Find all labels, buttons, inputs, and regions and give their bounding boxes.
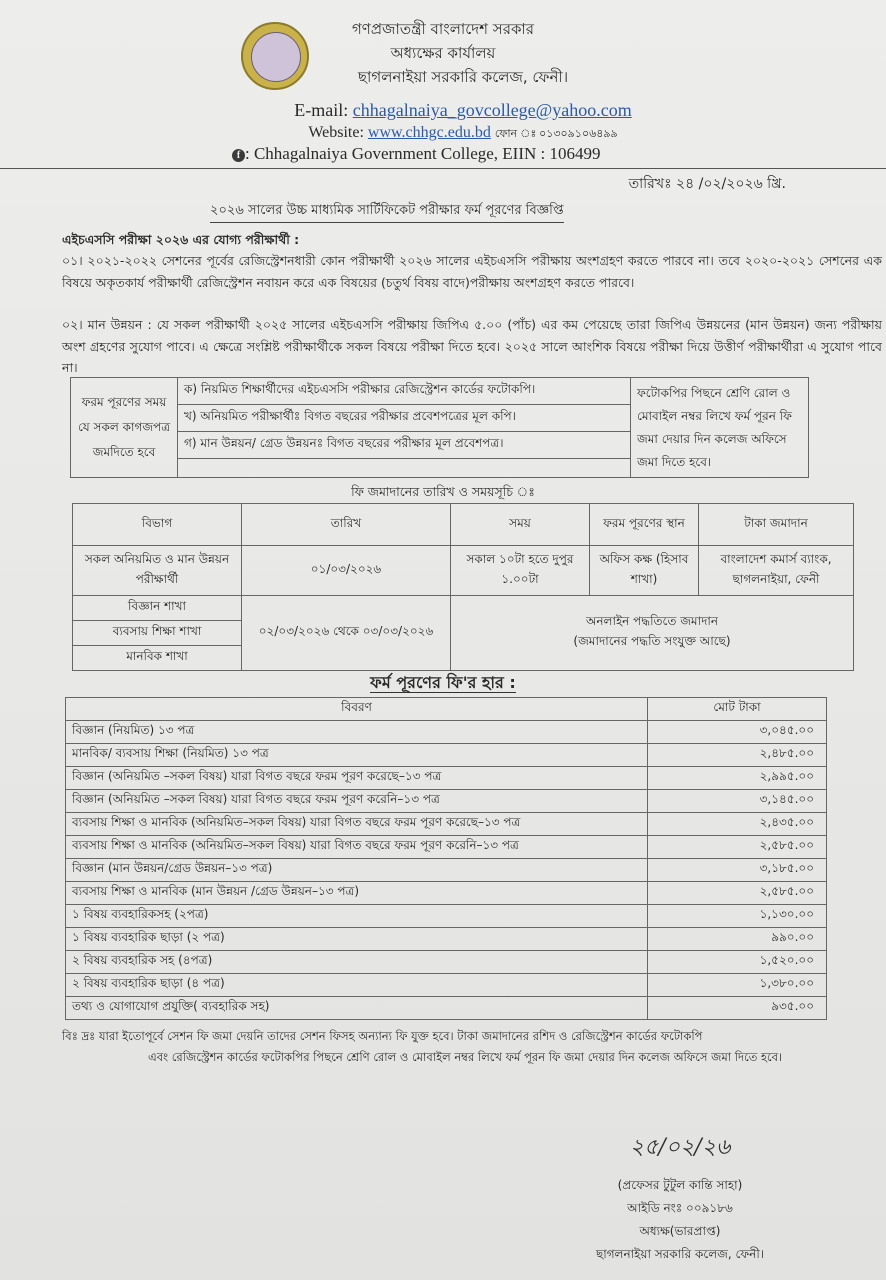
- schedule-col-header: ফরম পূরণের স্থান: [590, 504, 699, 546]
- signatory-college: ছাগলনাইয়া সরকারি কলেজ, ফেনী।: [595, 1247, 765, 1261]
- schedule-place: অফিস কক্ষ (হিসাব শাখা): [590, 546, 699, 596]
- schedule-col-header: তারিখ: [242, 504, 451, 546]
- fee-description: বিজ্ঞান (অনিয়মিত –সকল বিষয়) যারা বিগত বছরে ফরম পূরণ করেনি–১৩ পত্র: [66, 790, 648, 813]
- website-label: Website:: [308, 124, 364, 141]
- fee-row: [66, 744, 827, 767]
- fee-amount: ১,৫২০.০০: [648, 951, 827, 974]
- fee-amount: ৩,১৮৫.০০: [648, 859, 827, 882]
- fee-amount: ১,১৩০.০০: [648, 905, 827, 928]
- schedule-date: ০১/০৩/২০২৬: [242, 546, 451, 596]
- phone-number: ফোন ঃ ০১৩০৯১০৬৪৯৯: [494, 128, 618, 140]
- header-email-line: [0, 100, 886, 121]
- footnote-line-2: এবং রেজিস্ট্রেশন কার্ডের ফটোকপির পিছনে শ্রেণি রোল ও মোবাইল নম্বর লিখে ফর্ম পূরন ফি জমা দেয়ার দিন কলেজ অফিসে জমা দিতে হবে।: [148, 1050, 783, 1064]
- fee-amount: ২,৯৯৫.০০: [648, 767, 827, 790]
- document-spacer: [178, 459, 631, 478]
- document-item: খ) অনিয়মিত পরীক্ষার্থীঃ বিগত বছরের পরীক্ষার প্রবেশপত্রের মূল কপি।: [178, 405, 631, 432]
- fee-amount: ২,৫৮৫.০০: [648, 836, 827, 859]
- fee-amount: ৩,০৪৫.০০: [648, 721, 827, 744]
- eligibility-heading: এইচএসসি পরীক্ষা ২০২৬ এর যোগ্য পরীক্ষার্থী :: [62, 232, 300, 247]
- fee-description: মানবিক/ ব্যবসায় শিক্ষা (নিয়মিত) ১৩ পত্র: [66, 744, 648, 767]
- fee-heading-text: ফর্ম পূরণের ফি'র হার :: [370, 673, 516, 692]
- schedule-method: অনলাইন পদ্ধতিতে জমাদান: [585, 614, 719, 628]
- fee-description: ব্যবসায় শিক্ষা ও মানবিক (অনিয়মিত–সকল বিষয়) যারা বিগত বছরে ফরম পূরণ করেনি–১৩ পত্র: [66, 836, 648, 859]
- header-website-line: [0, 124, 886, 144]
- schedule-time: সকাল ১০টা হতে দুপুর ১.০০টা: [451, 546, 590, 596]
- fee-description: বিজ্ঞান (অনিয়মিত –সকল বিষয়) যারা বিগত বছরে ফরম পূরণ করেছে–১৩ পত্র: [66, 767, 648, 790]
- documents-note: ফটোকপির পিছনে শ্রেণি রোল ও মোবাইল নম্বর লিখে ফর্ম পূরন ফি জমা দেয়ার দিন কলেজ অফিসে জমা দিতে হবে।: [631, 378, 809, 478]
- fee-row: [66, 859, 827, 882]
- schedule-date: ০২/০৩/২০২৬ থেকে ০৩/০৩/২০২৬: [242, 596, 451, 671]
- fee-description: বিজ্ঞান (মান উন্নয়ন/গ্রেড উন্নয়ন–১৩ পত্র): [66, 859, 648, 882]
- schedule-group: মানবিক শাখা: [73, 646, 242, 671]
- schedule-col-header: বিভাগ: [73, 504, 242, 546]
- fee-heading: [0, 670, 886, 697]
- fee-row: [66, 836, 827, 859]
- fee-amount: ৯৩৫.০০: [648, 997, 827, 1020]
- fee-amount: ২,৪৮৫.০০: [648, 744, 827, 767]
- fee-row: [66, 997, 827, 1020]
- fee-description: ১ বিষয় ব্যবহারিক ছাড়া (২ পত্র): [66, 928, 648, 951]
- fee-row: [66, 767, 827, 790]
- website-link[interactable]: www.chhgc.edu.bd: [367, 124, 491, 141]
- document-item: গ) মান উন্নয়ন/ গ্রেড উন্নয়নঃ বিগত বছরের পরীক্ষার মূল প্রবেশপত্র।: [178, 432, 631, 459]
- fee-table: [65, 697, 827, 1020]
- signature-block: [560, 1130, 800, 1266]
- eligibility-point-2: ০২। মান উন্নয়ন : যে সকল পরীক্ষার্থী ২০২৫ সালের এইচএসসি পরীক্ষায় জিপিএ ৫.০০ (পাঁচ) এর কম পেয়েছে তারা জিপিএ উন্নয়নের (মান উন্নয়ন) জন্য পরীক্ষায় অংশ গ্রহণের সুযোগ পাবে। এ ক্ষেত্রে সংশ্লিষ্ট পরীক্ষার্থীকে সকল বিষয়ে পরীক্ষা দিতে হবে। ২০২৫ সালে আংশিক বিষয়ে পরীক্ষা দিয়ে উত্তীর্ণ পরীক্ষার্থীরা এ সুযোগ পাবে না।: [62, 317, 882, 375]
- schedule-bank: বাংলাদেশ কমার্স ব্যাংক, ছাগলনাইয়া, ফেনী: [699, 546, 854, 596]
- fee-row: [66, 928, 827, 951]
- fee-amount: ২,৪৩৫.০০: [648, 813, 827, 836]
- signatory-name: (প্রফেসর টুটুল কান্তি সাহা): [617, 1178, 743, 1192]
- notice-date: তারিখঃ ২৪ /০২/২০২৬ খ্রি.: [628, 176, 786, 192]
- footnote: [62, 1026, 862, 1068]
- header-divider: [0, 168, 886, 169]
- fee-description: ২ বিষয় ব্যবহারিক সহ (৪পত্র): [66, 951, 648, 974]
- fee-row: [66, 790, 827, 813]
- schedule-online: [451, 596, 854, 671]
- fee-description: ১ বিষয় ব্যবহারিকসহ (২পত্র): [66, 905, 648, 928]
- signatory-id: আইডি নংঃ ০০৯১৮৬: [627, 1201, 733, 1215]
- fee-amount: ১,৩৮০.০০: [648, 974, 827, 997]
- fee-amount: ৩,১৪৫.০০: [648, 790, 827, 813]
- schedule-group: ব্যবসায় শিক্ষা শাখা: [73, 621, 242, 646]
- header-government: গণপ্রজাতন্ত্রী বাংলাদেশ সরকার: [351, 20, 535, 38]
- schedule-group: বিজ্ঞান শাখা: [73, 596, 242, 621]
- facebook-icon: f: [232, 149, 245, 162]
- fee-row: [66, 905, 827, 928]
- fee-row: [66, 974, 827, 997]
- fee-description: ব্যবসায় শিক্ষা ও মানবিক (মান উন্নয়ন /গ্রেড উন্নয়ন–১৩ পত্র): [66, 882, 648, 905]
- schedule-col-header: টাকা জমাদান: [699, 504, 854, 546]
- signatory-designation: অধ্যক্ষ(ভারপ্রাপ্ত): [639, 1224, 721, 1238]
- fee-description: ২ বিষয় ব্যবহারিক ছাড়া (৪ পত্র): [66, 974, 648, 997]
- fee-col-amount: মোট টাকা: [648, 698, 827, 721]
- fee-amount: ৯৯০.০০: [648, 928, 827, 951]
- footnote-line-1: বিঃ দ্রঃ যারা ইতোপূর্বে সেশন ফি জমা দেয়নি তাদের সেশন ফিসহ অন্যান্য ফি যুক্ত হবে। টাকা জমাদানের রশিদ ও রেজিস্ট্রেশন কার্ডের ফটোকপি: [62, 1029, 703, 1043]
- fee-row: [66, 951, 827, 974]
- fee-description: তথ্য ও যোগাযোগ প্রযুক্তি( ব্যবহারিক সহ): [66, 997, 648, 1020]
- schedule-group: সকল অনিয়মিত ও মান উন্নয়ন পরীক্ষার্থী: [73, 546, 242, 596]
- required-documents-table: [70, 377, 809, 478]
- fee-row: [66, 882, 827, 905]
- email-label: E-mail:: [294, 100, 349, 120]
- eligibility-point-1: ০১। ২০২১-২০২২ সেশনের পূর্বের রেজিস্ট্রেশনধারী কোন পরীক্ষার্থী ২০২৬ সালের এইচএসসি পরীক্ষায় অংশগ্রহণ করতে পারবে না। তবে ২০২০-২০২১ সেশনের এক বিষয়ে অকৃতকার্য পরীক্ষার্থী রেজিস্ট্রেশন নবায়ন করে এক বিষয়ের (চতুর্থ বিষয় বাদে)পরীক্ষায় অংশগ্রহণ করতে পারবে।: [62, 253, 882, 290]
- schedule-col-header: সময়: [451, 504, 590, 546]
- schedule-heading: ফি জমাদানের তারিখ ও সময়সূচি ঃ: [351, 484, 535, 499]
- fee-col-description: বিবরণ: [66, 698, 648, 721]
- schedule-table: [72, 503, 854, 671]
- facebook-text: : Chhagalnaiya Government College, EIIN : 106499: [245, 144, 601, 163]
- fee-description: ব্যবসায় শিক্ষা ও মানবিক (অনিয়মিত–সকল বিষয়) যারা বিগত বছরে ফরম পূরণ করেছে–১৩ পত্র: [66, 813, 648, 836]
- documents-label: ফরম পূরণের সময় যে সকল কাগজপত্র জমদিতে হবে: [71, 378, 178, 478]
- handwritten-signature: ২৫/০২/২৬: [629, 1135, 731, 1160]
- header-facebook-line: [232, 144, 601, 164]
- fee-row: [66, 813, 827, 836]
- email-link[interactable]: chhagalnaiya_govcollege@yahoo.com: [352, 100, 632, 120]
- header-office: অধ্যক্ষের কার্যালয়: [390, 44, 496, 62]
- document-item: ক) নিয়মিত শিক্ষার্থীদের এইচএসসি পরীক্ষার রেজিস্ট্রেশন কার্ডের ফটোকপি।: [178, 378, 631, 405]
- fee-description: বিজ্ঞান (নিয়মিত) ১৩ পত্র: [66, 721, 648, 744]
- header-college: ছাগলনাইয়া সরকারি কলেজ, ফেনী।: [357, 68, 569, 86]
- schedule-method-note: (জমাদানের পদ্ধতি সংযুক্ত আছে): [573, 634, 731, 648]
- notice-title: ২০২৬ সালের উচ্চ মাধ্যমিক সার্টিফিকেট পরীক্ষার ফর্ম পূরণের বিজ্ঞপ্তি: [210, 201, 564, 223]
- fee-row: [66, 721, 827, 744]
- fee-amount: ২,৫৮৫.০০: [648, 882, 827, 905]
- fee-table-body: [66, 721, 827, 1020]
